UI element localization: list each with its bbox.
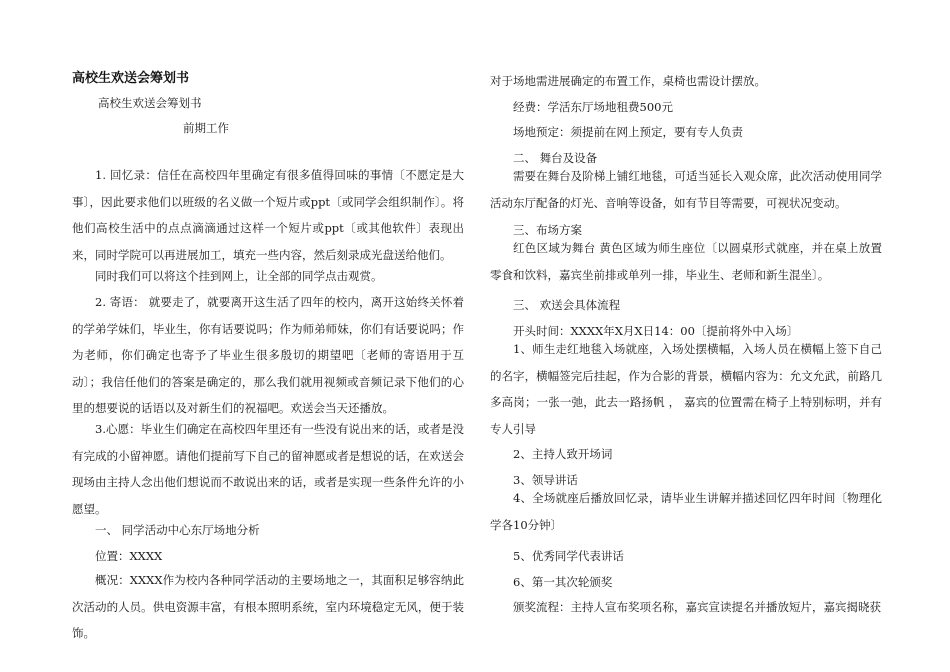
section-heading-prep: 前期工作	[183, 121, 229, 135]
venue-location: 位置：XXXX	[95, 549, 163, 563]
paragraph-messages: 2. 寄语： 就要走了，就要离开这生活了四年的校内，离开这始终关怀着的学弟学妹们，毕业生，你有话要说吗；作为师弟师妹，你们有话要说吗；作为老师，你们确定也寄予了毕业生很多殷切的期望吧〔老师的寄语用于互动〕；我信任他们的答案是确定的，那么我们就用视频或音频记录下他们的心里的想要说的话语以及对新生们的祝福吧。欢送会当天还播放。	[72, 295, 464, 415]
paragraph-award-process: 颁奖流程：主持人宣布奖项名称，嘉宾宣读提名并播放短片，嘉宾揭晓获	[513, 600, 881, 614]
paragraph-memoir-playback: 4、全场就座后播放回忆录，请毕业生讲解并描述回忆四年时间〔物理化学各10分钟〕	[490, 491, 882, 532]
flow-item-host: 2、主持人致开场词	[513, 447, 613, 461]
flow-item-awards: 6、第一其次轮颁奖	[513, 575, 613, 589]
document-title: 高校生欢送会筹划书	[72, 71, 190, 86]
heading-stage-equipment: 二、 舞台及设备	[513, 151, 598, 165]
paragraph-red-carpet: 1、师生走红地毯入场就座，入场处摆横幅，入场人员在横幅上签下自己的名字，横幅签完后挂起，作为合影的背景，横幅内容为：允文允武，前路几多高岗；一张一弛，此去一路扬帆 ， 嘉宾的位置需在椅子上特别标明，并有专人引导	[490, 342, 882, 436]
booking-line: 场地预定：须提前在网上预定，要有专人负责	[513, 125, 743, 139]
paragraph-wishes: 3.心愿：毕业生们确定在高校四年里还有一些没有说出来的话，或者是没有完成的小留神愿。请他们提前写下自己的留神愿或者是想说的话，在欢送会现场由主持人念出他们想说而不敢说出来的话，或者是实现一些条件允许的小愿望。	[72, 422, 464, 516]
paragraph-stage: 需要在舞台及阶梯上铺红地毯，可适当延长入观众席，此次活动使用同学活动东厅配备的灯光、音响等设备，如有节目等需要，可视状况变动。	[490, 169, 882, 210]
paragraph-memoir: 1. 回忆录：信任在高校四年里确定有很多值得回味的事情〔不愿定是大事〕，因此要求他们以班级的名义做一个短片或ppt〔或同学会组织制作〕。将他们高校生活中的点点滴滴通过这样一个短片或ppt〔或其他软件〕表现出来，同时学院可以再进展加工，填充一些内容，然后刻录成光盘送给他们。	[72, 168, 464, 262]
document-subtitle: 高校生欢送会筹划书	[98, 96, 202, 110]
flow-item-leader: 3、领导讲话	[513, 473, 578, 487]
flow-item-representative: 5、优秀同学代表讲话	[513, 549, 624, 563]
heading-program-flow: 三、 欢送会具体流程	[513, 298, 621, 312]
paragraph-layout-plan: 红色区域为舞台 黄色区域为师生座位〔以圆桌形式就座，并在桌上放置零食和饮料，嘉宾坐前排或单列一排，毕业生、老师和新生混坐〕。	[490, 241, 882, 282]
paragraph-layout-work: 对于场地需进展确定的布置工作，桌椅也需设计摆放。	[490, 74, 766, 88]
heading-venue-analysis: 一、 同学活动中心东厅场地分析	[95, 523, 260, 537]
paragraph-online: 同时我们可以将这个挂到网上，让全部的同学点击观赏。	[95, 269, 383, 283]
paragraph-venue-overview: 概况：XXXX作为校内各种同学活动的主要场地之一，其面积足够容纳此次活动的人员。供电资源丰富，有根本照明系统，室内环境稳定无风，便于装饰。	[72, 573, 464, 640]
heading-layout-plan: 三、布场方案	[513, 223, 582, 237]
budget-line: 经费：学活东厅场地租费500元	[513, 100, 673, 114]
start-time-line: 开头时间：XXXX年X月X日14：00〔提前将外中入场〕	[513, 324, 799, 338]
